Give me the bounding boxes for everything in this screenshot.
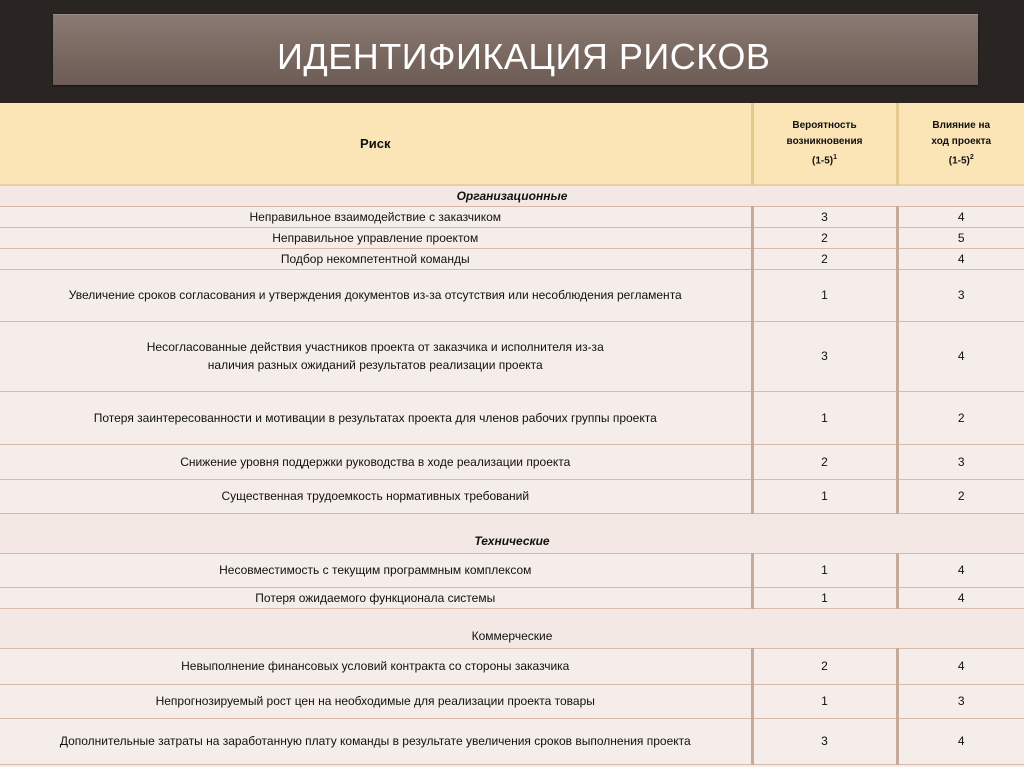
probability-cell: 2: [752, 648, 897, 684]
probability-cell: 2: [752, 444, 897, 479]
header-impact: Влияние на ход проекта $(1-5)^2$: [897, 103, 1024, 185]
table-row: [0, 718, 1024, 764]
risk-cell: Потеря заинтересованности и мотивации в результатах проекта для членов рабочих группы проекта: [0, 391, 752, 444]
section-row-technical: [0, 513, 1024, 553]
impact-cell: 4: [897, 206, 1024, 227]
table-row: [0, 479, 1024, 513]
probability-cell: 1: [752, 553, 897, 587]
risk-cell: Непрогнозируемый рост цен на необходимые для реализации проекта товары: [0, 684, 752, 718]
table-row: [0, 248, 1024, 269]
table-row: [0, 321, 1024, 391]
table-row: [0, 648, 1024, 684]
risk-cell: Несовместимость с текущим программным комплексом: [0, 553, 752, 587]
header-probability: Вероятность возникновения $(1-5)^1$: [752, 103, 897, 185]
impact-cell: 4: [897, 587, 1024, 608]
table-row: [0, 206, 1024, 227]
probability-cell: 1: [752, 684, 897, 718]
section-label: Технические: [474, 533, 550, 548]
probability-cell: 1: [752, 479, 897, 513]
impact-cell: 4: [897, 553, 1024, 587]
risk-cell: Подбор некомпетентной команды: [0, 248, 752, 269]
table-row: [0, 587, 1024, 608]
table-row: [0, 444, 1024, 479]
probability-cell: 2: [752, 248, 897, 269]
risk-cell: Снижение уровня поддержки руководства в ходе реализации проекта: [0, 444, 752, 479]
impact-cell: 4: [897, 648, 1024, 684]
risk-cell: Несогласованные действия участников проекта от заказчика и исполнителя из-за наличия разных ожиданий результатов реализации проекта: [0, 321, 752, 391]
table-row: [0, 553, 1024, 587]
risk-cell: Невыполнение финансовых условий контракта со стороны заказчика: [0, 648, 752, 684]
probability-cell: 2: [752, 227, 897, 248]
risk-table: [0, 103, 1024, 765]
impact-cell: 2: [897, 391, 1024, 444]
section-row-commercial: [0, 608, 1024, 648]
probability-cell: 3: [752, 206, 897, 227]
probability-cell: 3: [752, 718, 897, 764]
table-row: [0, 269, 1024, 321]
probability-cell: 3: [752, 321, 897, 391]
section-row-organizational: [0, 185, 1024, 206]
risk-cell: Увеличение сроков согласования и утверждения документов из-за отсутствия или несоблюдения регламента: [0, 269, 752, 321]
impact-cell: 2: [897, 479, 1024, 513]
table-row: [0, 684, 1024, 718]
page-title: ИДЕНТИФИКАЦИЯ РИСКОВ: [277, 36, 771, 77]
header-risk: Риск: [0, 103, 752, 185]
impact-cell: 4: [897, 321, 1024, 391]
probability-cell: 1: [752, 391, 897, 444]
impact-cell: 5: [897, 227, 1024, 248]
impact-cell: 3: [897, 444, 1024, 479]
risk-cell: Дополнительные затраты на заработанную плату команды в результате увеличения сроков выполнения проекта: [0, 718, 752, 764]
impact-cell: 3: [897, 269, 1024, 321]
probability-cell: 1: [752, 587, 897, 608]
risk-cell: Существенная трудоемкость нормативных требований: [0, 479, 752, 513]
probability-cell: 1: [752, 269, 897, 321]
impact-cell: 4: [897, 718, 1024, 764]
risk-cell: Неправильное управление проектом: [0, 227, 752, 248]
impact-cell: 3: [897, 684, 1024, 718]
table-row: [0, 391, 1024, 444]
risk-cell: Потеря ожидаемого функционала системы: [0, 587, 752, 608]
section-label: Коммерческие: [471, 628, 553, 643]
section-label: Организационные: [456, 188, 568, 203]
impact-cell: 4: [897, 248, 1024, 269]
risk-cell: Неправильное взаимодействие с заказчиком: [0, 206, 752, 227]
table-row: [0, 227, 1024, 248]
table-header-row: [0, 103, 1024, 185]
